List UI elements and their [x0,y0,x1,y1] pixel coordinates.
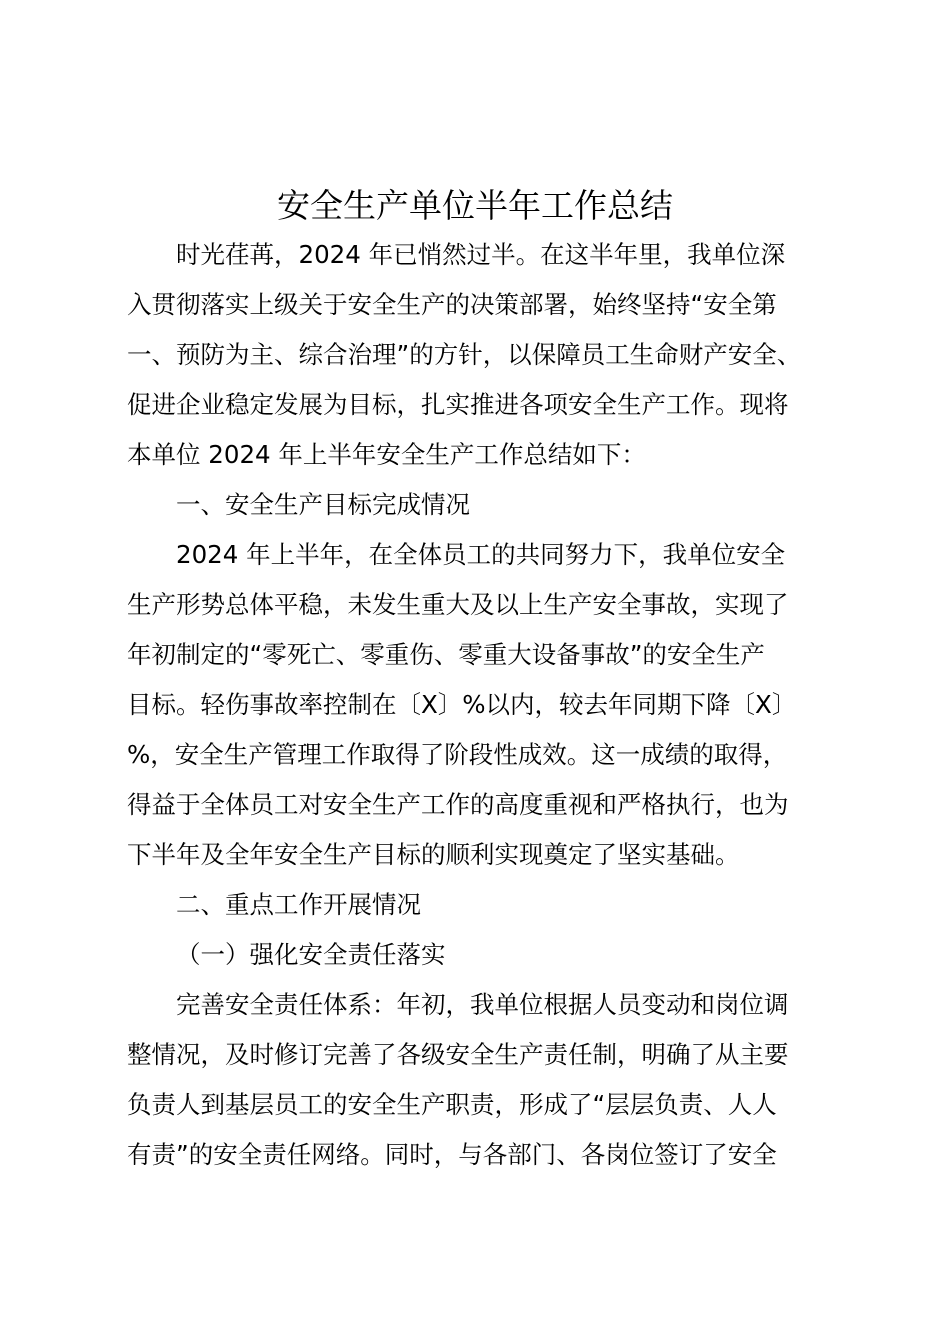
section1-line: 得益于全体员工对安全生产工作的高度重视和严格执行，也为 [127,790,789,819]
subsection1-paragraph [127,980,847,1180]
section-heading-2: 二、重点工作开展情况 [176,890,421,919]
subsection1-line: 有责”的安全责任网络。同时，与各部门、各岗位签订了安全 [127,1140,777,1169]
section-heading-1: 一、安全生产目标完成情况 [176,490,470,519]
subsection1-line: 整情况，及时修订完善了各级安全生产责任制，明确了从主要 [127,1040,789,1069]
subsection1-line: 完善安全责任体系：年初，我单位根据人员变动和岗位调 [176,990,789,1019]
document-body [127,230,847,1180]
subsection-heading-1: （一）强化安全责任落实 [176,940,446,969]
document-title: 安全生产单位半年工作总结 [277,186,673,225]
intro-line: 促进企业稳定发展为目标，扎实推进各项安全生产工作。现将 [127,390,789,419]
section1-line: 2024 年上半年，在全体员工的共同努力下，我单位安全 [176,540,786,569]
section1-line: 年初制定的“零死亡、零重伤、零重大设备事故”的安全生产 [127,640,765,669]
intro-line: 时光荏苒，2024 年已悄然过半。在这半年里，我单位深 [176,240,786,269]
intro-line: 一、预防为主、综合治理”的方针，以保障员工生命财产安全、 [127,340,802,369]
section1-line: 生产形势总体平稳，未发生重大及以上生产安全事故，实现了 [127,590,789,619]
subsection1-line: 负责人到基层员工的安全生产职责，形成了“层层负责、人人 [127,1090,777,1119]
section1-line: 目标。轻伤事故率控制在〔X〕%以内，较去年同期下降〔X〕 [127,690,797,719]
section1-line: %，安全生产管理工作取得了阶段性成效。这一成绩的取得， [127,740,788,769]
intro-paragraph [127,230,847,480]
intro-line: 入贯彻落实上级关于安全生产的决策部署，始终坚持“安全第 [127,290,777,319]
section1-line: 下半年及全年安全生产目标的顺利实现奠定了坚实基础。 [127,840,740,869]
section1-paragraph [127,530,847,880]
intro-line: 本单位 2024 年上半年安全生产工作总结如下： [127,440,646,469]
